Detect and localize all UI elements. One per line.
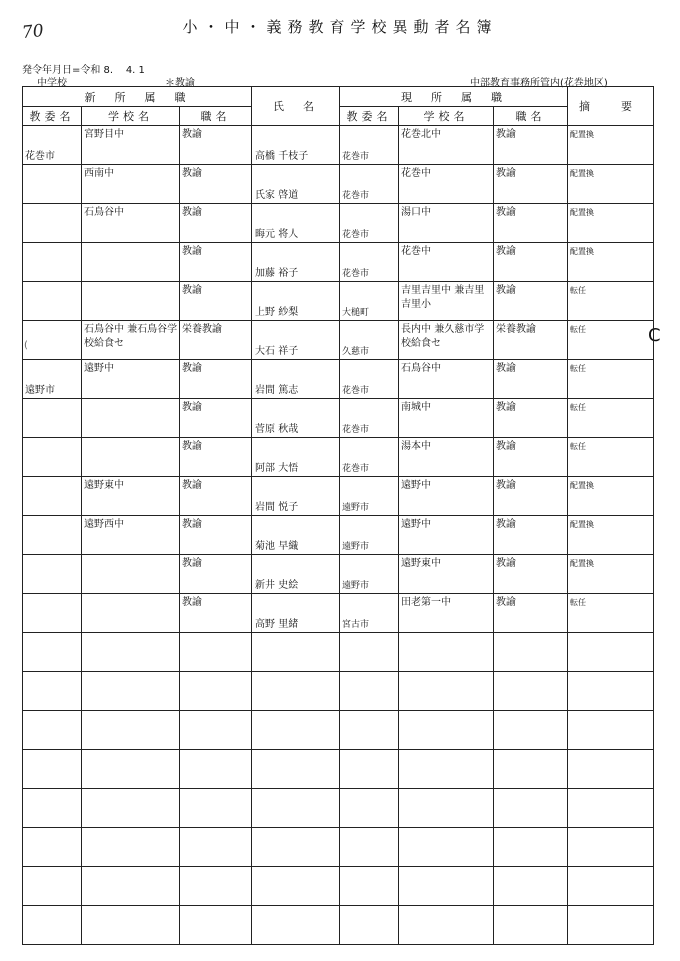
name-text: 高野 里緒 <box>255 619 299 630</box>
summary-cell <box>568 867 654 906</box>
name-cell <box>252 399 340 438</box>
current-board-cell <box>340 477 399 516</box>
current-school-cell <box>399 711 494 750</box>
current-position-cell <box>494 438 568 477</box>
summary-cell <box>568 477 654 516</box>
new-position-text: 教諭 <box>182 402 202 413</box>
current-board-text: 遠野市 <box>342 503 370 513</box>
new-position-text: 教諭 <box>182 597 202 608</box>
table-row <box>23 126 654 165</box>
new-board-cell <box>23 165 82 204</box>
new-position-cell <box>180 165 252 204</box>
summary-cell <box>568 126 654 165</box>
current-school-cell <box>399 126 494 165</box>
current-position-text: 教諭 <box>496 246 517 257</box>
current-school-cell <box>399 594 494 633</box>
name-text: 高橋 千枝子 <box>255 151 309 162</box>
current-school-cell <box>399 282 494 321</box>
new-board-cell <box>23 477 82 516</box>
current-position-text: 教諭 <box>496 129 517 140</box>
name-text: 岩間 篤志 <box>255 385 299 396</box>
new-school-text: 西南中 <box>84 168 114 179</box>
new-school-text: 宮野目中 <box>84 129 124 140</box>
current-position-text: 教諭 <box>496 207 517 218</box>
table-row <box>23 321 654 360</box>
summary-cell <box>568 750 654 789</box>
name-cell <box>252 126 340 165</box>
current-position-cell <box>494 477 568 516</box>
current-position-cell <box>494 243 568 282</box>
new-board-cell <box>23 789 82 828</box>
transfer-roster-table <box>22 86 654 945</box>
name-cell <box>252 555 340 594</box>
header-current-position: 職名 <box>494 107 568 126</box>
table-row <box>23 243 654 282</box>
current-school-cell <box>399 477 494 516</box>
header-new-school: 学校名 <box>82 107 180 126</box>
new-school-cell <box>82 477 180 516</box>
new-school-cell <box>82 828 180 867</box>
header-current-school: 学校名 <box>399 107 494 126</box>
header-current-affiliation: 現 所 属 職 <box>340 87 568 107</box>
name-cell <box>252 594 340 633</box>
table-row <box>23 906 654 945</box>
new-school-cell <box>82 867 180 906</box>
current-board-text: 花巻市 <box>342 386 370 396</box>
new-board-text: 遠野市 <box>25 385 55 396</box>
name-cell <box>252 243 340 282</box>
new-school-text: 石鳥谷中 兼石鳥谷学校給食セ <box>84 324 178 349</box>
table-row <box>23 165 654 204</box>
new-position-text: 教諭 <box>182 519 202 530</box>
new-board-cell <box>23 516 82 555</box>
current-position-text: 教諭 <box>496 402 517 413</box>
current-board-text: 花巻市 <box>342 425 370 435</box>
table-row <box>23 828 654 867</box>
new-position-cell <box>180 126 252 165</box>
name-cell <box>252 165 340 204</box>
current-school-cell <box>399 438 494 477</box>
new-position-cell <box>180 399 252 438</box>
new-school-cell <box>82 399 180 438</box>
summary-cell <box>568 711 654 750</box>
summary-text: 配置換 <box>570 559 595 568</box>
current-board-cell <box>340 750 399 789</box>
table-row <box>23 867 654 906</box>
summary-cell <box>568 555 654 594</box>
current-board-cell <box>340 633 399 672</box>
new-position-cell <box>180 594 252 633</box>
new-school-cell <box>82 516 180 555</box>
current-school-text: 長内中 兼久慈市学校給食セ <box>401 324 485 349</box>
name-text: 加藤 裕子 <box>255 268 299 279</box>
new-position-cell <box>180 750 252 789</box>
summary-cell <box>568 594 654 633</box>
new-school-text: 遠野西中 <box>84 519 124 530</box>
current-school-cell <box>399 399 494 438</box>
current-position-cell <box>494 360 568 399</box>
current-board-text: 宮古市 <box>342 620 370 630</box>
name-text: 菅原 秋哉 <box>255 424 299 435</box>
current-position-text: 教諭 <box>496 168 517 179</box>
current-position-cell <box>494 672 568 711</box>
new-school-cell <box>82 243 180 282</box>
header-new-position: 職名 <box>180 107 252 126</box>
summary-text: 配置換 <box>570 247 595 256</box>
roster-body <box>23 126 654 945</box>
table-row <box>23 477 654 516</box>
table-row <box>23 282 654 321</box>
current-board-cell <box>340 672 399 711</box>
new-position-cell <box>180 867 252 906</box>
summary-text: 転任 <box>570 598 587 607</box>
current-position-cell <box>494 906 568 945</box>
current-position-cell <box>494 282 568 321</box>
current-board-text: 遠野市 <box>342 581 370 591</box>
new-school-cell <box>82 906 180 945</box>
name-text: 菊池 早織 <box>255 541 299 552</box>
name-cell <box>252 516 340 555</box>
school-type: 中学校 <box>37 78 67 89</box>
current-school-cell <box>399 516 494 555</box>
page-title: 小・中・義務教育学校異動者名簿 <box>182 18 498 36</box>
name-cell <box>252 204 340 243</box>
new-position-cell <box>180 477 252 516</box>
table-row <box>23 516 654 555</box>
table-row <box>23 633 654 672</box>
new-school-cell <box>82 204 180 243</box>
new-position-text: 教諭 <box>182 285 202 296</box>
current-board-cell <box>340 594 399 633</box>
summary-cell <box>568 243 654 282</box>
current-position-cell <box>494 711 568 750</box>
current-position-text: 教諭 <box>496 285 517 296</box>
current-school-cell <box>399 828 494 867</box>
new-school-cell <box>82 594 180 633</box>
name-text: 阿部 大悟 <box>255 463 299 474</box>
summary-text: 転任 <box>570 403 587 412</box>
current-school-text: 花巻北中 <box>401 129 442 140</box>
current-school-cell <box>399 867 494 906</box>
current-position-text: 教諭 <box>496 558 517 569</box>
new-position-text: 教諭 <box>182 363 202 374</box>
current-position-cell <box>494 165 568 204</box>
current-school-cell <box>399 789 494 828</box>
header-summary: 摘 要 <box>568 87 654 126</box>
table-row <box>23 555 654 594</box>
summary-cell <box>568 360 654 399</box>
new-position-text: 教諭 <box>182 558 202 569</box>
summary-cell <box>568 906 654 945</box>
name-cell <box>252 711 340 750</box>
current-board-cell <box>340 555 399 594</box>
name-cell <box>252 477 340 516</box>
summary-text: 転任 <box>570 325 587 334</box>
new-board-text: 花巻市 <box>25 151 55 162</box>
summary-cell <box>568 321 654 360</box>
current-board-cell <box>340 516 399 555</box>
current-position-cell <box>494 321 568 360</box>
summary-cell <box>568 789 654 828</box>
current-school-cell <box>399 165 494 204</box>
table-row <box>23 594 654 633</box>
current-board-cell <box>340 438 399 477</box>
summary-cell <box>568 438 654 477</box>
current-school-text: 石鳥谷中 <box>401 363 442 374</box>
current-board-text: 花巻市 <box>342 269 370 279</box>
issue-date: 発令年月日=令和 8. 4. 1 <box>22 65 145 76</box>
new-board-cell <box>23 126 82 165</box>
new-board-cell <box>23 321 82 360</box>
current-position-text: 栄養教諭 <box>496 324 537 335</box>
name-cell <box>252 282 340 321</box>
name-cell <box>252 789 340 828</box>
current-school-text: 田老第一中 <box>401 597 452 608</box>
new-school-cell <box>82 555 180 594</box>
current-school-text: 遠野中 <box>401 480 432 491</box>
current-school-cell <box>399 243 494 282</box>
summary-cell <box>568 516 654 555</box>
current-school-text: 遠野東中 <box>401 558 442 569</box>
new-board-cell <box>23 672 82 711</box>
summary-text: 配置換 <box>570 208 595 217</box>
new-board-cell <box>23 399 82 438</box>
table-row <box>23 672 654 711</box>
new-school-cell <box>82 321 180 360</box>
current-position-cell <box>494 594 568 633</box>
new-position-cell <box>180 243 252 282</box>
new-board-cell <box>23 906 82 945</box>
table-row <box>23 204 654 243</box>
table-row <box>23 399 654 438</box>
current-school-cell <box>399 633 494 672</box>
new-school-cell <box>82 360 180 399</box>
new-position-text: 栄養教諭 <box>182 324 222 335</box>
table-row <box>23 750 654 789</box>
current-school-cell <box>399 321 494 360</box>
current-position-text: 教諭 <box>496 519 517 530</box>
current-position-cell <box>494 633 568 672</box>
current-position-cell <box>494 516 568 555</box>
new-position-cell <box>180 282 252 321</box>
current-board-cell <box>340 906 399 945</box>
current-school-text: 南城中 <box>401 402 432 413</box>
current-board-text: 花巻市 <box>342 464 370 474</box>
summary-cell <box>568 399 654 438</box>
new-position-cell <box>180 438 252 477</box>
current-school-text: 湯口中 <box>401 207 432 218</box>
summary-text: 配置換 <box>570 481 595 490</box>
table-row <box>23 360 654 399</box>
new-position-cell <box>180 789 252 828</box>
current-school-cell <box>399 906 494 945</box>
new-position-text: 教諭 <box>182 168 202 179</box>
name-text: 晦元 将人 <box>255 229 299 240</box>
current-board-cell <box>340 165 399 204</box>
current-board-cell <box>340 204 399 243</box>
current-board-cell <box>340 360 399 399</box>
name-cell <box>252 750 340 789</box>
new-position-cell <box>180 360 252 399</box>
new-board-cell <box>23 594 82 633</box>
new-school-cell <box>82 789 180 828</box>
page-number: 70 <box>21 20 45 44</box>
new-school-text: 石鳥谷中 <box>84 207 124 218</box>
name-cell <box>252 438 340 477</box>
summary-cell <box>568 672 654 711</box>
new-board-cell <box>23 711 82 750</box>
current-position-text: 教諭 <box>496 441 517 452</box>
current-school-cell <box>399 360 494 399</box>
name-text: 氏家 啓道 <box>255 190 299 201</box>
table-row <box>23 438 654 477</box>
current-school-text: 遠野中 <box>401 519 432 530</box>
current-position-text: 教諭 <box>496 597 517 608</box>
new-position-cell <box>180 828 252 867</box>
summary-cell <box>568 282 654 321</box>
current-board-text: 花巻市 <box>342 191 370 201</box>
new-school-cell <box>82 438 180 477</box>
current-school-text: 花巻中 <box>401 246 432 257</box>
current-position-cell <box>494 399 568 438</box>
summary-text: 転任 <box>570 442 587 451</box>
new-school-cell <box>82 750 180 789</box>
new-position-cell <box>180 321 252 360</box>
current-position-text: 教諭 <box>496 363 517 374</box>
header-new-board: 教委名 <box>23 107 82 126</box>
current-school-text: 湯本中 <box>401 441 432 452</box>
summary-cell <box>568 633 654 672</box>
current-position-text: 教諭 <box>496 480 517 491</box>
summary-text: 転任 <box>570 364 587 373</box>
current-board-text: 久慈市 <box>342 347 370 357</box>
current-board-text: 遠野市 <box>342 542 370 552</box>
new-board-cell <box>23 438 82 477</box>
name-text: 上野 紗梨 <box>255 307 299 318</box>
current-board-text: 花巻市 <box>342 230 370 240</box>
name-text: 大石 祥子 <box>255 346 299 357</box>
current-board-cell <box>340 828 399 867</box>
current-board-cell <box>340 789 399 828</box>
current-board-cell <box>340 126 399 165</box>
new-board-cell <box>23 282 82 321</box>
current-school-cell <box>399 204 494 243</box>
new-position-cell <box>180 516 252 555</box>
header-name: 氏 名 <box>252 87 340 126</box>
new-position-cell <box>180 906 252 945</box>
new-board-cell <box>23 828 82 867</box>
margin-paren-mark: ( <box>24 340 28 351</box>
current-board-cell <box>340 321 399 360</box>
header-current-board: 教委名 <box>340 107 399 126</box>
new-position-text: 教諭 <box>182 207 202 218</box>
new-position-cell <box>180 672 252 711</box>
new-school-cell <box>82 126 180 165</box>
new-position-cell <box>180 633 252 672</box>
new-school-cell <box>82 672 180 711</box>
current-board-cell <box>340 282 399 321</box>
new-position-text: 教諭 <box>182 441 202 452</box>
current-position-cell <box>494 867 568 906</box>
current-school-text: 吉里吉里中 兼吉里吉里小 <box>401 285 485 310</box>
summary-text: 転任 <box>570 286 587 295</box>
current-position-cell <box>494 750 568 789</box>
position-filter: ＊教諭 <box>165 78 195 89</box>
summary-cell <box>568 165 654 204</box>
new-board-cell <box>23 867 82 906</box>
current-school-cell <box>399 555 494 594</box>
table-row <box>23 711 654 750</box>
district-label: 中部教育事務所管内(花巻地区) <box>470 78 608 89</box>
table-row <box>23 789 654 828</box>
new-board-cell <box>23 555 82 594</box>
name-cell <box>252 360 340 399</box>
new-school-cell <box>82 165 180 204</box>
new-school-text: 遠野東中 <box>84 480 124 491</box>
new-position-text: 教諭 <box>182 129 202 140</box>
current-position-cell <box>494 126 568 165</box>
current-board-text: 大槌町 <box>342 308 370 318</box>
current-position-cell <box>494 828 568 867</box>
current-board-cell <box>340 399 399 438</box>
summary-cell <box>568 204 654 243</box>
new-school-cell <box>82 711 180 750</box>
new-position-text: 教諭 <box>182 246 202 257</box>
margin-c-mark: C <box>648 325 661 346</box>
name-cell <box>252 672 340 711</box>
current-school-cell <box>399 672 494 711</box>
name-text: 新井 史絵 <box>255 580 299 591</box>
name-cell <box>252 906 340 945</box>
new-school-text: 遠野中 <box>84 363 114 374</box>
current-position-cell <box>494 555 568 594</box>
current-school-text: 花巻中 <box>401 168 432 179</box>
current-school-cell <box>399 750 494 789</box>
current-board-text: 花巻市 <box>342 152 370 162</box>
current-position-cell <box>494 204 568 243</box>
name-text: 岩間 悦子 <box>255 502 299 513</box>
new-position-cell <box>180 711 252 750</box>
new-board-cell <box>23 633 82 672</box>
new-board-cell <box>23 243 82 282</box>
current-position-cell <box>494 789 568 828</box>
summary-text: 配置換 <box>570 169 595 178</box>
summary-cell <box>568 828 654 867</box>
summary-text: 配置換 <box>570 520 595 529</box>
name-cell <box>252 828 340 867</box>
current-board-cell <box>340 243 399 282</box>
name-cell <box>252 867 340 906</box>
current-board-cell <box>340 867 399 906</box>
summary-text: 配置換 <box>570 130 595 139</box>
new-board-cell <box>23 204 82 243</box>
name-cell <box>252 633 340 672</box>
new-board-cell <box>23 360 82 399</box>
new-position-cell <box>180 555 252 594</box>
current-board-cell <box>340 711 399 750</box>
new-position-cell <box>180 204 252 243</box>
new-school-cell <box>82 633 180 672</box>
header-new-affiliation: 新 所 属 職 <box>23 87 252 107</box>
new-position-text: 教諭 <box>182 480 202 491</box>
new-board-cell <box>23 750 82 789</box>
new-school-cell <box>82 282 180 321</box>
name-cell <box>252 321 340 360</box>
